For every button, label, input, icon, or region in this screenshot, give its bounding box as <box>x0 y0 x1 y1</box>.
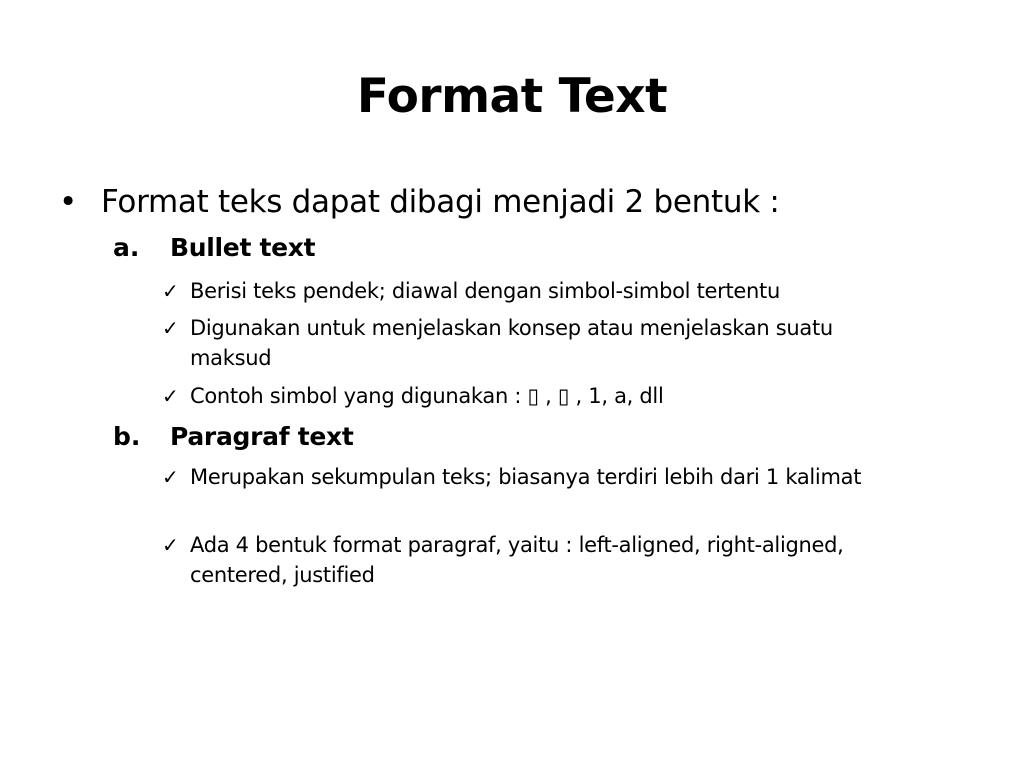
bullet-icon: • <box>59 184 78 220</box>
section-label: Bullet text <box>170 233 316 262</box>
section-marker: a. <box>113 233 140 262</box>
list-item-text: Berisi teks pendek; diawal dengan simbol-simbol tertentu <box>190 279 780 303</box>
checkmark-icon: ✓ <box>162 465 179 489</box>
checkmark-icon: ✓ <box>162 316 179 340</box>
checkmark-icon: ✓ <box>162 533 179 557</box>
checkmark-icon: ✓ <box>162 279 179 303</box>
section-label: Paragraf text <box>170 422 354 451</box>
list-item-text: Digunakan untuk menjelaskan konsep atau menjelaskan suatu maksud <box>190 316 833 370</box>
slide-title: Format Text <box>356 69 668 124</box>
list-item-text: Ada 4 bentuk format paragraf, yaitu : left-aligned, right-aligned, centered, justified <box>190 533 844 587</box>
intro-text: Format teks dapat dibagi menjadi 2 bentuk : <box>101 184 780 220</box>
list-item-text: Contoh simbol yang digunakan : ▯ , ▯ , 1, a, dll <box>190 384 664 408</box>
list-item-text: Merupakan sekumpulan teks; biasanya terdiri lebih dari 1 kalimat <box>190 465 862 489</box>
checkmark-icon: ✓ <box>162 384 179 408</box>
section-marker: b. <box>113 422 141 451</box>
